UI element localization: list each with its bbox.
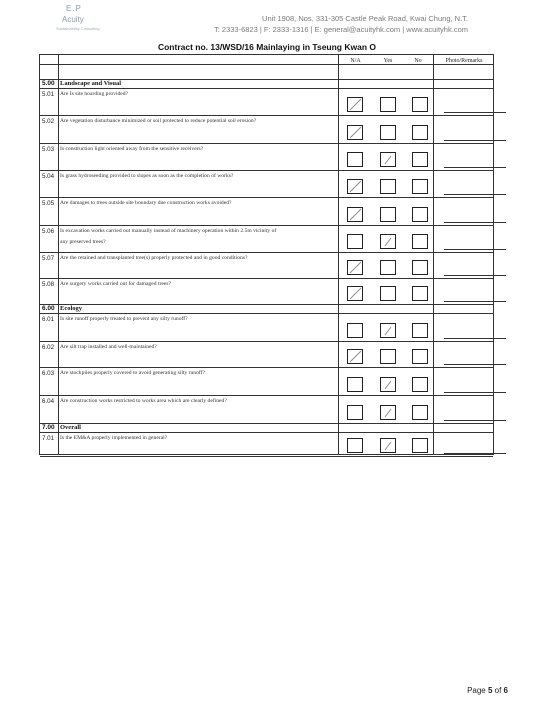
col-header-remarks: Photo/Remarks bbox=[445, 58, 483, 64]
checkbox-yes[interactable] bbox=[380, 349, 396, 364]
checkbox-na[interactable] bbox=[347, 323, 363, 338]
checkbox-no[interactable] bbox=[412, 405, 428, 420]
checkbox-na[interactable] bbox=[347, 125, 363, 140]
item-number: 5.08 bbox=[42, 281, 55, 288]
checkbox-na[interactable] bbox=[347, 438, 363, 453]
logo-mark: E.P bbox=[66, 4, 82, 13]
item-question: Are construction works restricted to works area which are clearly defined? bbox=[60, 398, 227, 404]
checkbox-no[interactable] bbox=[412, 260, 428, 275]
remarks-line[interactable] bbox=[444, 112, 506, 113]
item-number: 6.02 bbox=[42, 344, 55, 351]
checkbox-no[interactable] bbox=[412, 349, 428, 364]
checkbox-na[interactable] bbox=[347, 207, 363, 222]
checkmark-icon bbox=[348, 350, 362, 363]
section-number: 6.00 bbox=[42, 305, 55, 312]
item-number: 5.05 bbox=[42, 200, 55, 207]
item-question: Are vegetation disturbance minimized or soil protected to reduce potential soil erosion? bbox=[60, 118, 257, 124]
checkbox-yes[interactable] bbox=[380, 438, 396, 453]
checkmark-icon bbox=[348, 261, 362, 274]
item-question: Is construction light oriented away from the sensitive receivers? bbox=[60, 146, 204, 152]
checkbox-no[interactable] bbox=[412, 286, 428, 301]
checkbox-yes[interactable] bbox=[380, 97, 396, 112]
checkmark-icon bbox=[381, 153, 395, 166]
checkbox-yes[interactable] bbox=[380, 152, 396, 167]
item-number: 6.01 bbox=[42, 316, 55, 323]
col-header-no: No bbox=[414, 58, 422, 64]
section-title: Overall bbox=[60, 424, 81, 431]
checkbox-no[interactable] bbox=[412, 377, 428, 392]
item-number: 5.07 bbox=[42, 255, 55, 262]
item-question: Are silt trap installed and well-maintained? bbox=[60, 344, 157, 350]
section-title: Ecology bbox=[60, 305, 83, 312]
company-logo bbox=[52, 2, 112, 36]
item-number: 5.04 bbox=[42, 173, 55, 180]
checkbox-na[interactable] bbox=[347, 377, 363, 392]
row-divider bbox=[40, 304, 493, 305]
remarks-line[interactable] bbox=[444, 140, 506, 141]
remarks-line[interactable] bbox=[444, 222, 506, 223]
checkbox-yes[interactable] bbox=[380, 125, 396, 140]
checkbox-na[interactable] bbox=[347, 260, 363, 275]
item-question: Is grass hydroseeding provided to slopes as soon as the completion of works? bbox=[60, 173, 234, 179]
item-question: Is excavation works carried out manually instead of machinery operation within 2.5m vicinity of any preserved trees? bbox=[60, 228, 277, 245]
checkbox-no[interactable] bbox=[412, 207, 428, 222]
checkmark-icon bbox=[348, 98, 362, 111]
checkmark-icon bbox=[348, 208, 362, 221]
checkbox-yes[interactable] bbox=[380, 377, 396, 392]
total-pages: 6 bbox=[503, 686, 508, 695]
item-question: Are surgery works carried out for damaged trees? bbox=[60, 281, 171, 287]
checkmark-icon bbox=[381, 439, 395, 452]
item-number: 5.02 bbox=[42, 118, 55, 125]
checkbox-na[interactable] bbox=[347, 286, 363, 301]
item-number: 5.03 bbox=[42, 146, 55, 153]
col-header-na: N/A bbox=[350, 58, 361, 64]
page-number: Page 5 of 6 bbox=[467, 686, 508, 695]
company-contacts: T: 2333-6823 | F: 2333-1316 | E: general@acuityhk.com | www.acuityhk.com bbox=[213, 25, 468, 34]
checkbox-yes[interactable] bbox=[380, 234, 396, 249]
logo-tagline: Sustainability Consulting bbox=[56, 26, 100, 31]
header-divider bbox=[40, 64, 493, 65]
checkmark-icon bbox=[381, 406, 395, 419]
checkmark-icon bbox=[381, 378, 395, 391]
checkbox-no[interactable] bbox=[412, 323, 428, 338]
company-address: Unit 1908, Nos. 331-305 Castle Peak Road, Kwai Chung, N.T. bbox=[262, 14, 468, 23]
item-question: Is the EM&A properly implemented in general? bbox=[60, 435, 168, 441]
section-number: 7.00 bbox=[42, 424, 55, 431]
checkbox-na[interactable] bbox=[347, 97, 363, 112]
logo-name: Acuity bbox=[62, 15, 84, 24]
remarks-line[interactable] bbox=[444, 420, 506, 421]
remarks-line[interactable] bbox=[444, 392, 506, 393]
remarks-line[interactable] bbox=[444, 338, 506, 339]
checkmark-icon bbox=[348, 180, 362, 193]
item-question: Are Is site hoarding provided? bbox=[60, 91, 129, 97]
letterhead bbox=[0, 0, 555, 40]
item-number: 7.01 bbox=[42, 435, 55, 442]
checkbox-na[interactable] bbox=[347, 152, 363, 167]
checkbox-yes[interactable] bbox=[380, 179, 396, 194]
item-number: 6.04 bbox=[42, 398, 55, 405]
checkbox-na[interactable] bbox=[347, 234, 363, 249]
item-question: Are the retained and transplanted tree(s) properly protected and in good conditions? bbox=[60, 255, 248, 261]
section-number: 5.00 bbox=[42, 80, 55, 87]
row-divider bbox=[40, 423, 493, 424]
checkbox-na[interactable] bbox=[347, 179, 363, 194]
checkmark-icon bbox=[348, 287, 362, 300]
remarks-line[interactable] bbox=[444, 453, 506, 454]
item-number: 5.06 bbox=[42, 228, 55, 235]
remarks-line[interactable] bbox=[444, 301, 506, 302]
checkbox-yes[interactable] bbox=[380, 207, 396, 222]
checkbox-no[interactable] bbox=[412, 97, 428, 112]
contract-title: Contract no. 13/WSD/16 Mainlaying in Tseung Kwan O bbox=[157, 42, 377, 52]
checkbox-no[interactable] bbox=[412, 438, 428, 453]
checkbox-no[interactable] bbox=[412, 234, 428, 249]
remarks-line[interactable] bbox=[444, 275, 506, 276]
checkmark-icon bbox=[348, 126, 362, 139]
checkbox-yes[interactable] bbox=[380, 323, 396, 338]
checkbox-na[interactable] bbox=[347, 405, 363, 420]
checkbox-na[interactable] bbox=[347, 349, 363, 364]
section-title: Landscape and Visual bbox=[60, 80, 122, 87]
item-number: 6.03 bbox=[42, 370, 55, 377]
remarks-line[interactable] bbox=[444, 167, 506, 168]
current-page: 5 bbox=[487, 686, 493, 695]
checkbox-no[interactable] bbox=[412, 179, 428, 194]
checkbox-no[interactable] bbox=[412, 152, 428, 167]
remarks-line[interactable] bbox=[444, 249, 506, 250]
item-question: Are damages to trees outside site boundary due construction works avoided? bbox=[60, 200, 232, 206]
checkbox-no[interactable] bbox=[412, 125, 428, 140]
checkbox-yes[interactable] bbox=[380, 405, 396, 420]
checkmark-icon bbox=[381, 324, 395, 337]
item-number: 5.01 bbox=[42, 91, 55, 98]
remarks-line[interactable] bbox=[444, 364, 506, 365]
checklist-table bbox=[39, 54, 494, 455]
col-header-yes: Yes bbox=[383, 58, 393, 64]
checkmark-icon bbox=[381, 235, 395, 248]
checkbox-yes[interactable] bbox=[380, 286, 396, 301]
remarks-line[interactable] bbox=[444, 194, 506, 195]
item-question: Is site runoff properly treated to prevent any silty runoff? bbox=[60, 316, 188, 322]
row-divider bbox=[40, 456, 493, 457]
checkbox-yes[interactable] bbox=[380, 260, 396, 275]
item-question: Are stockpiles properly covered to avoid generating silty runoff? bbox=[60, 370, 205, 376]
